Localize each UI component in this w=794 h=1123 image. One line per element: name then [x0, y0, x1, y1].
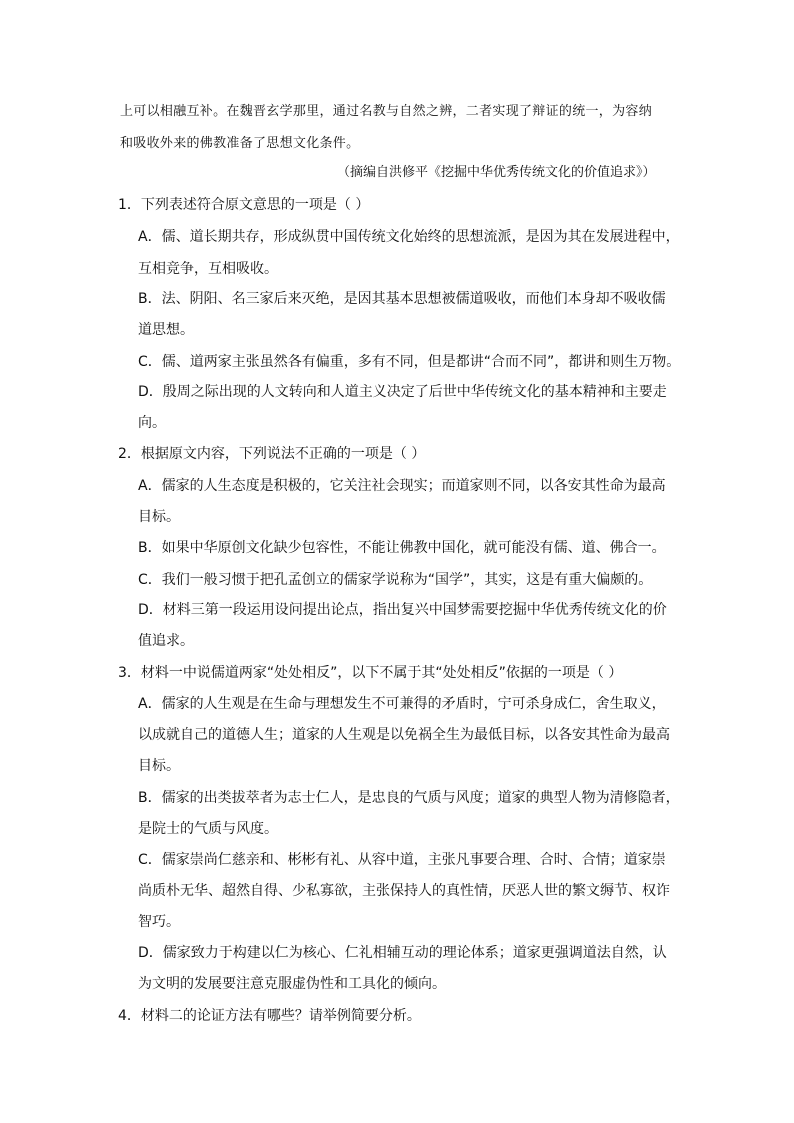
question-1-stem: 1．下列表述符合原文意思的一项是（ ） [118, 197, 370, 213]
question-2-option-d-line-2: 值追求。 [138, 633, 194, 649]
question-2-option-a-line-2: 目标。 [138, 509, 180, 525]
question-2-option-a-line-1: A．儒家的人生态度是积极的，它关注社会现实；而道家则不同，以各安其性命为最高 [138, 478, 666, 494]
question-1-option-a-line-2: 互相竞争，互相吸收。 [138, 261, 278, 277]
question-2-stem: 2．根据原文内容，下列说法不正确的一项是（ ） [118, 446, 426, 462]
question-3-option-a-line-2: 以成就自己的道德人生；道家的人生观是以免祸全生为最低目标，以各安其性命为最高 [138, 727, 670, 743]
question-4-stem: 4．材料二的论证方法有哪些？请举例简要分析。 [118, 1008, 421, 1024]
question-1-option-d-line-1: D．殷周之际出现的人文转向和人道主义决定了后世中华传统文化的基本精神和主要走 [138, 384, 667, 400]
intro-line-2: 和吸收外来的佛教准备了思想文化条件。 [120, 136, 360, 151]
question-3-option-c-line-3: 智巧。 [138, 914, 180, 930]
question-1-option-d-line-2: 向。 [138, 415, 166, 431]
question-1-option-b-line-2: 道思想。 [138, 322, 194, 338]
question-3-option-c-line-2: 尚质朴无华、超然自得、少私寡欲，主张保持人的真性情，厌恶人世的繁文缛节、权诈 [138, 883, 670, 899]
question-2-option-d-line-1: D．材料三第一段运用设问提出论点，指出复兴中国梦需要挖掘中华优秀传统文化的价 [138, 602, 667, 618]
question-3-option-d-line-1: D．儒家致力于构建以仁为核心、仁礼相辅互动的理论体系；道家更强调道法自然，认 [138, 945, 667, 961]
question-3-option-b-line-1: B．儒家的出类拔萃者为志士仁人，是忠良的气质与风度；道家的典型人物为清修隐者， [138, 790, 680, 806]
question-3-stem: 3．材料一中说儒道两家“处处相反”，以下不属于其“处处相反”依据的一项是（ ） [118, 665, 623, 681]
question-1-option-b-line-1: B．法、阴阳、名三家后来灭绝，是因其基本思想被儒道吸收，而他们本身却不吸收儒 [138, 291, 666, 307]
question-1-option-a-line-1: A．儒、道长期共存，形成纵贯中国传统文化始终的思想流派，是因为其在发展进程中， [138, 229, 680, 245]
source-citation: （摘编自洪修平《挖掘中华优秀传统文化的价值追求》） [337, 165, 656, 180]
question-3-option-a-line-3: 目标。 [138, 758, 180, 774]
question-2-option-c-line-1: C．我们一般习惯于把孔孟创立的儒家学说称为“国学”，其实，这是有重大偏颇的。 [138, 572, 653, 588]
question-1-option-c-line-1: C．儒、道两家主张虽然各有偏重，多有不同，但是都讲“合而不同”，都讲和则生万物。 [138, 354, 681, 370]
question-3-option-c-line-1: C．儒家崇尚仁慈亲和、彬彬有礼、从容中道，主张凡事要合理、合时、合情；道家崇 [138, 852, 666, 868]
intro-line-1: 上可以相融互补。在魏晋玄学那里，通过名教与自然之辨，二者实现了辩证的统一，为容纳 [120, 104, 653, 119]
question-3-option-a-line-1: A．儒家的人生观是在生命与理想发生不可兼得的矛盾时，宁可杀身成仁，舍生取义， [138, 696, 666, 712]
question-3-option-b-line-2: 是院士的气质与风度。 [138, 821, 278, 837]
question-3-option-d-line-2: 为文明的发展要注意克服虚伪性和工具化的倾向。 [138, 976, 446, 992]
question-2-option-b-line-1: B．如果中华原创文化缺少包容性，不能让佛教中国化，就可能没有儒、道、佛合一。 [138, 540, 666, 556]
